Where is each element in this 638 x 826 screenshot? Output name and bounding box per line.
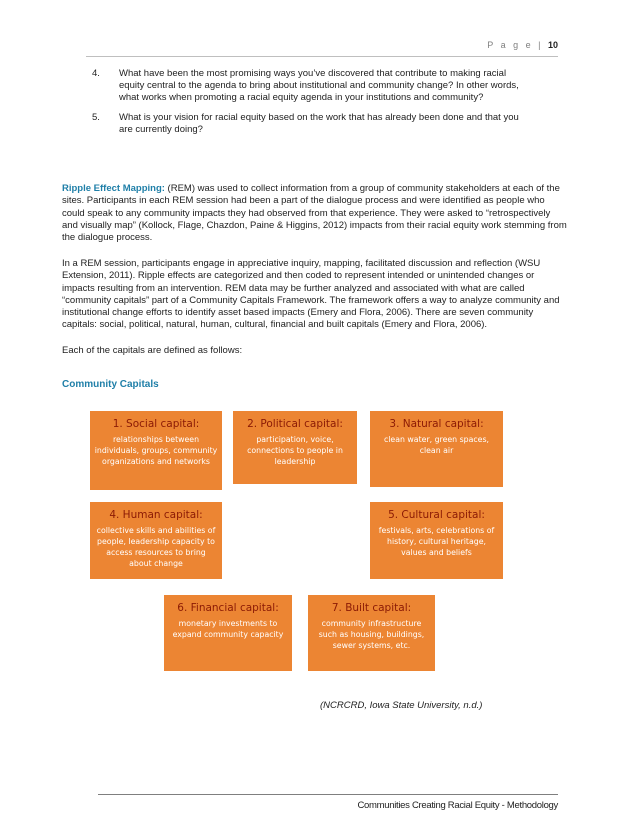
capital-desc: monetary investments to expand community capacity (172, 619, 284, 639)
footer-divider (98, 794, 558, 795)
page-separator: | (538, 40, 543, 50)
capital-desc: participation, voice, connections to people in leadership (247, 435, 343, 466)
capital-desc: community infrastructure such as housing, buildings, sewer systems, etc. (318, 619, 425, 650)
page-footer: Communities Creating Racial Equity - Methodology (357, 800, 558, 811)
capital-title: 3. Natural capital: (389, 418, 484, 430)
figure-citation: (NCRCRD, Iowa State University, n.d.) (320, 700, 483, 711)
capital-title: 7. Built capital: (331, 602, 412, 614)
capital-desc: festivals, arts, celebrations of history, cultural heritage, values and beliefs (378, 526, 495, 557)
header-divider (86, 56, 558, 57)
capital-box-natural (370, 411, 503, 487)
capital-title: 5. Cultural capital: (388, 509, 485, 521)
page-header (487, 40, 558, 50)
capital-box-social (90, 411, 222, 490)
capital-title: 6. Financial capital: (177, 602, 279, 614)
question-number: 4. (92, 68, 100, 79)
capital-title: 2. Political capital: (247, 418, 343, 430)
page-number: 10 (547, 40, 558, 50)
rem-lead: Ripple Effect Mapping: (62, 183, 165, 194)
question-list (92, 68, 532, 143)
capital-box-financial (164, 595, 292, 671)
rem-paragraph-text: (REM) was used to collect information from a group of community stakeholders at each of the sites. Participants in each REM session had been a part of the dialogue process and were identified as people who could speak to any community impacts they had observed from that experience. They were asked to “retrospectively and visually map” (Kollock, Flage, Chazdon, Paine & Higgins, 2012) impacts from their racial equity work stemming from the dialogue process. (62, 183, 567, 244)
capital-box-built (308, 595, 435, 671)
capital-desc: clean water, green spaces, clean air (383, 435, 490, 455)
section-title: Community Capitals (62, 379, 159, 390)
page-label: P a g e (487, 40, 534, 50)
capital-box-political (233, 411, 357, 484)
rem-session-paragraph: In a REM session, participants engage in appreciative inquiry, mapping, facilitated discussion and reflection (WSU Extension, 2011). Ripple effects are categorized and then coded to represent intended or unintended changes or impacts resulting from an intervention. REM data may be further analyzed and associated with what are called “community capitals” part of a Community Capitals Framework. The framework offers a way to analyze community and institutional change efforts to identify asset based impacts (Emery and Flora, 2006). There are seven community capitals: social, political, natural, human, cultural, financial and built capitals (Emery and Flora, 2006). (62, 258, 560, 331)
question-text: What is your vision for racial equity based on the work that has already been done and that you are currently doing? (119, 111, 519, 135)
capital-title: 1. Social capital: (112, 418, 200, 430)
capital-desc: relationships between individuals, groups, community organizations and networks (94, 435, 218, 466)
question-text: What have been the most promising ways you’ve discovered that contribute to making racial equity central to the agenda to bring about institutional and community change? In other words, what works when promoting a racial equity agenda in your institutions and community? (119, 68, 519, 104)
capital-box-human (90, 502, 222, 579)
question-number: 5. (92, 111, 100, 123)
capital-box-cultural (370, 502, 503, 579)
capital-desc: collective skills and abilities of people, leadership capacity to access resources to bring about change (96, 526, 216, 568)
capital-title: 4. Human capital: (109, 509, 203, 521)
question-item (92, 112, 532, 136)
question-item (92, 68, 532, 105)
capitals-intro: Each of the capitals are defined as follows: (62, 345, 243, 356)
rem-paragraph (62, 183, 567, 244)
